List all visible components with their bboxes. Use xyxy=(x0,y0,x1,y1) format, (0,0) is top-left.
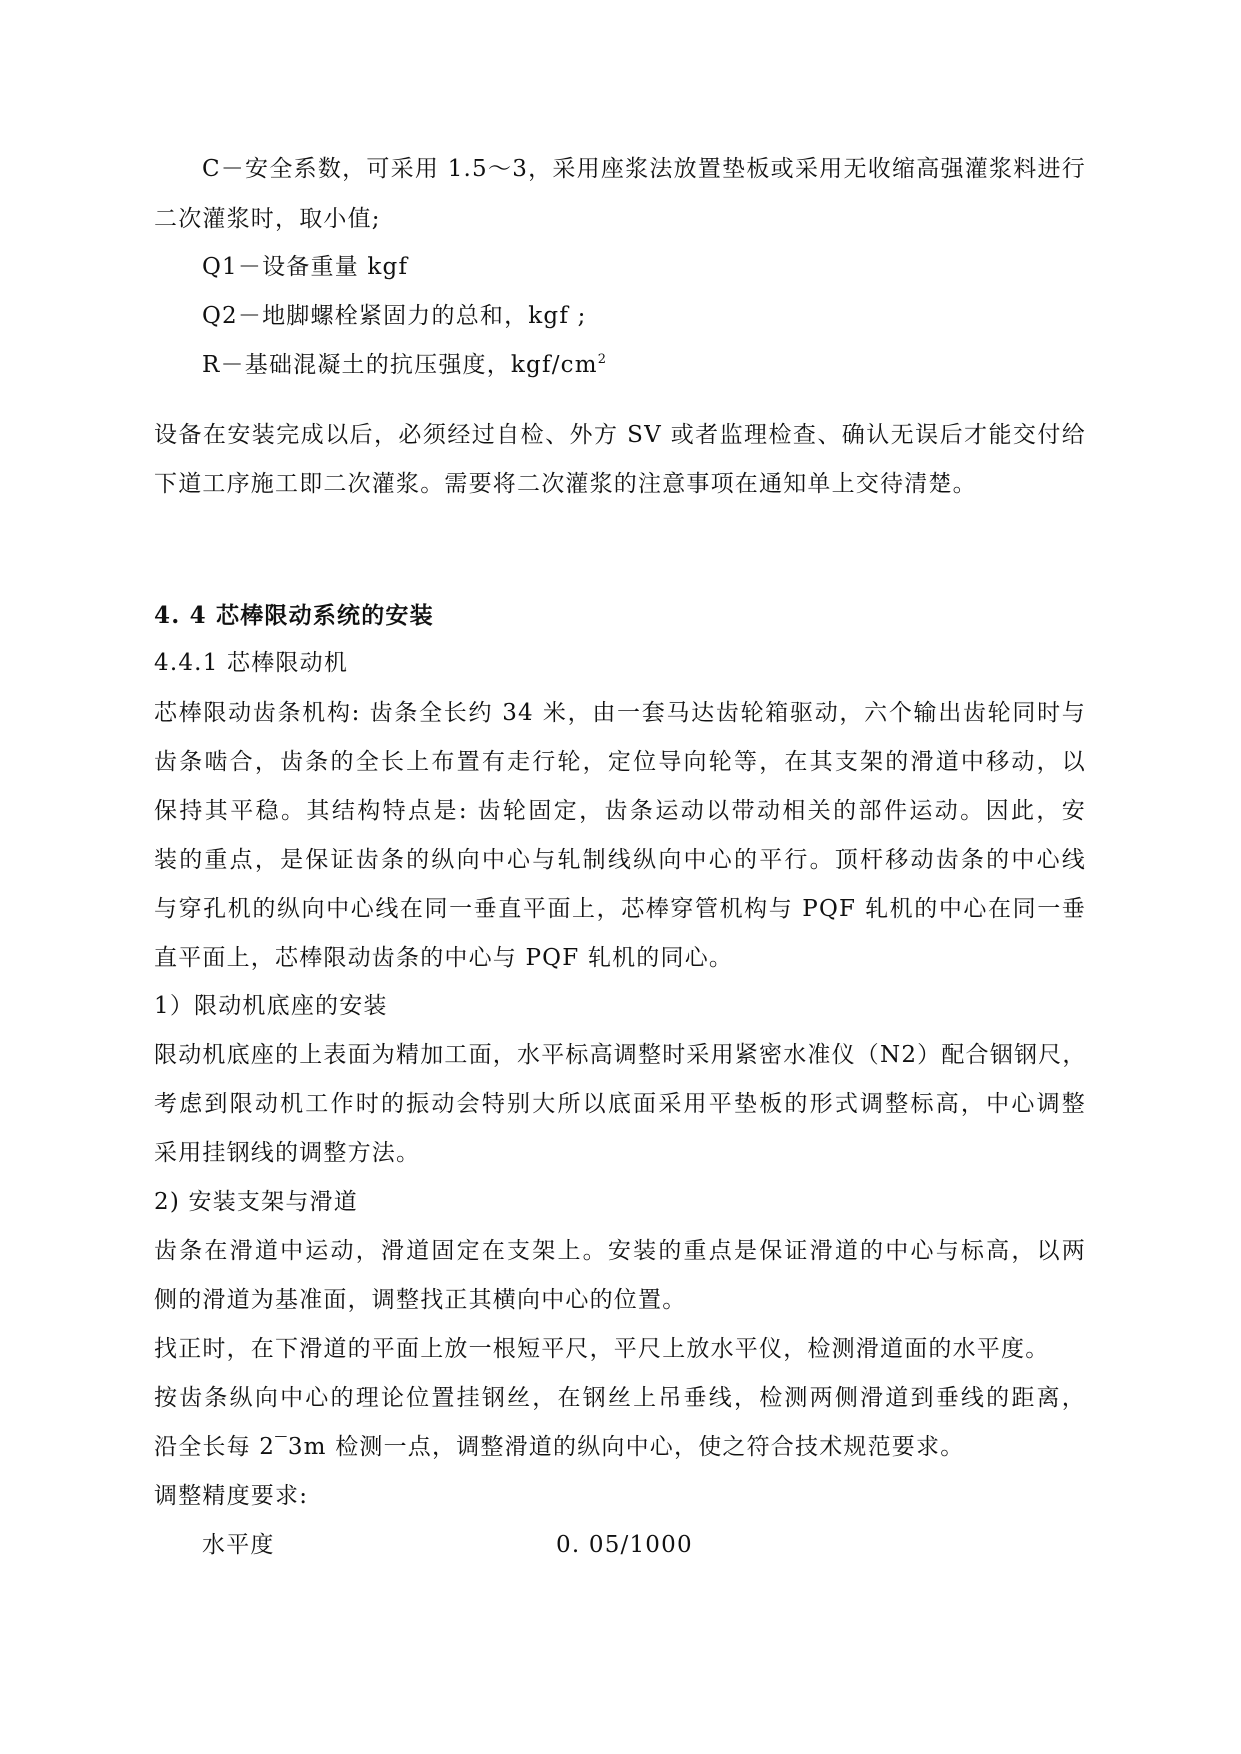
requirement-row xyxy=(202,1534,802,1557)
paragraph-line: 保持其平稳。其结构特点是: 齿轮固定，齿条运动以带动相关的部件运动。因此，安 xyxy=(154,798,1086,824)
r-definition-exponent: 2 xyxy=(597,352,608,367)
requirement-label: 水平度 xyxy=(202,1532,275,1558)
safety-factor-definition: C－安全系数，可采用 1.5～3，采用座浆法放置垫板或采用无收缩高强灌浆料进行 xyxy=(202,156,1086,182)
paragraph-line: 侧的滑道为基准面，调整找正其横向中心的位置。 xyxy=(154,1287,687,1313)
paragraph-line: 按齿条纵向中心的理论位置挂钢丝，在钢丝上吊垂线，检测两侧滑道到垂线的距离， xyxy=(154,1385,1086,1411)
step-heading: 1）限动机底座的安装 xyxy=(154,993,388,1019)
paragraph-line: 调整精度要求: xyxy=(154,1483,309,1509)
r-definition-text: R－基础混凝土的抗压强度，kgf/cm xyxy=(202,352,598,378)
paragraph-line: 与穿孔机的纵向中心线在同一垂直平面上，芯棒穿管机构与 PQF 轧机的中心在同一垂 xyxy=(154,896,1086,922)
step-heading: 2) 安装支架与滑道 xyxy=(154,1189,358,1215)
paragraph-line: 采用挂钢线的调整方法。 xyxy=(154,1140,421,1166)
subsection-heading: 4.4.1 芯棒限动机 xyxy=(154,650,349,676)
paragraph-line: 芯棒限动齿条机构: 齿条全长约 34 米，由一套马达齿轮箱驱动，六个输出齿轮同时与 xyxy=(154,700,1086,726)
paragraph-line: 直平面上，芯棒限动齿条的中心与 PQF 轧机的同心。 xyxy=(154,945,734,971)
paragraph-line: 下道工序施工即二次灌浆。需要将二次灌浆的注意事项在通知单上交待清楚。 xyxy=(154,471,977,497)
q2-definition: Q2－地脚螺栓紧固力的总和，kgf ; xyxy=(202,303,587,329)
requirement-value: 0. 05/1000 xyxy=(556,1532,693,1558)
paragraph-line: 齿条在滑道中运动，滑道固定在支架上。安装的重点是保证滑道的中心与标高，以两 xyxy=(154,1238,1086,1264)
paragraph-line: 限动机底座的上表面为精加工面，水平标高调整时采用紧密水准仪（N2）配合铟钢尺， xyxy=(154,1042,1087,1068)
paragraph-line: 沿全长每 2‾3m 检测一点，调整滑道的纵向中心，使之符合技术规范要求。 xyxy=(154,1434,965,1460)
section-heading: 4. 4 芯棒限动系统的安装 xyxy=(154,602,434,629)
paragraph-line: 找正时，在下滑道的平面上放一根短平尺，平尺上放水平仪，检测滑道面的水平度。 xyxy=(154,1336,1050,1362)
paragraph-line: 装的重点，是保证齿条的纵向中心与轧制线纵向中心的平行。顶杆移动齿条的中心线 xyxy=(154,847,1086,873)
paragraph-line: 考虑到限动机工作时的振动会特别大所以底面采用平垫板的形式调整标高，中心调整 xyxy=(154,1091,1086,1117)
q1-definition: Q1－设备重量 kgf xyxy=(202,254,409,280)
paragraph-line: 齿条啮合，齿条的全长上布置有走行轮，定位导向轮等，在其支架的滑道中移动，以 xyxy=(154,749,1086,775)
r-definition xyxy=(202,354,607,377)
paragraph-line: 设备在安装完成以后，必须经过自检、外方 SV 或者监理检查、确认无误后才能交付给 xyxy=(154,422,1086,448)
safety-factor-continued: 二次灌浆时，取小值; xyxy=(154,206,381,232)
